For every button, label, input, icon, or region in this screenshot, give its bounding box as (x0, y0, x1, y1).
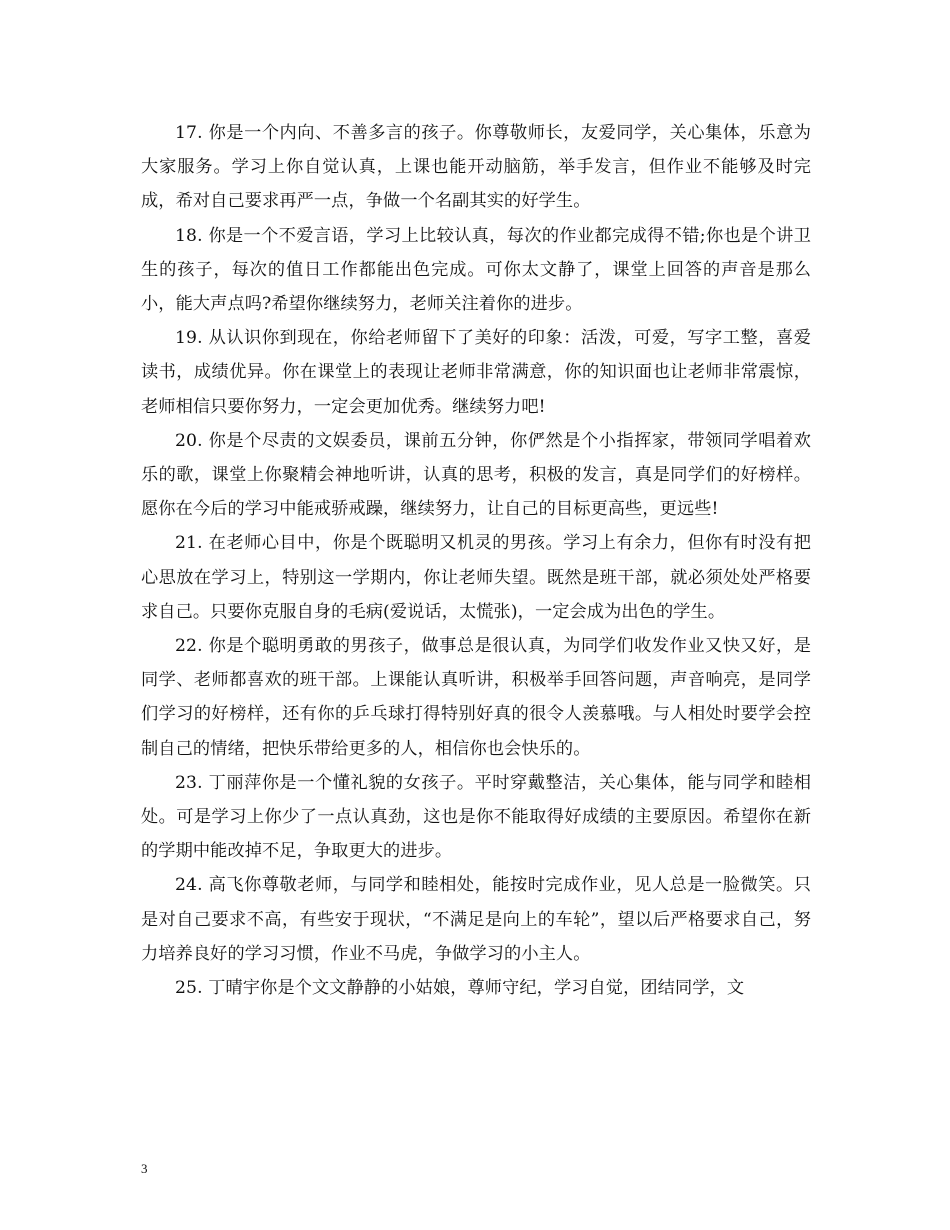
paragraph-19: 19. 从认识你到现在，你给老师留下了美好的印象：活泼，可爱，写字工整，喜爱读书，成绩优异。你在课堂上的表现让老师非常满意，你的知识面也让老师非常震惊，老师相信只要你努力，一定会更加优秀。继续努力吧! (141, 328, 811, 417)
paragraph-18: 18. 你是一个不爱言语，学习上比较认真，每次的作业都完成得不错;你也是个讲卫生的孩子，每次的值日工作都能出色完成。可你太文静了，课堂上回答的声音是那么小，能大声点吗?希望你继续努力，老师关注着你的进步。 (141, 225, 811, 315)
paragraph-22: 22. 你是个聪明勇敢的男孩子，做事总是很认真，为同学们收发作业又快又好，是同学、老师都喜欢的班干部。上课能认真听讲，积极举手回答问题，声音响亮，是同学们学习的好榜样，还有你的乒乓球打得特别好真的很令人羡慕哦。与人相处时要学会控制自己的情绪，把快乐带给更多的人，相信你也会快乐的。 (141, 636, 811, 759)
paragraph-23: 23. 丁丽萍你是一个懂礼貌的女孩子。平时穿戴整洁，关心集体，能与同学和睦相处。可是学习上你少了一点认真劲，这也是你不能取得好成绩的主要原因。希望你在新的学期中能改掉不足，争取更大的进步。 (141, 772, 811, 862)
paragraph-17: 17. 你是一个内向、不善多言的孩子。你尊敬师长，友爱同学，关心集体，乐意为大家服务。学习上你自觉认真，上课也能开动脑筋，举手发言，但作业不能够及时完成，希对自己要求再严一点，争做一个名副其实的好学生。 (141, 123, 811, 212)
document-body (141, 116, 811, 1005)
paragraph-24: 24. 高飞你尊敬老师，与同学和睦相处，能按时完成作业，见人总是一脸微笑。只是对自己要求不高，有些安于现状，“不满足是向上的车轮”，望以后严格要求自己，努力培养良好的学习习惯，作业不马虎，争做学习的小主人。 (141, 875, 811, 964)
page-number: 3 (141, 1161, 148, 1176)
paragraph-20: 20. 你是个尽责的文娱委员，课前五分钟，你俨然是个小指挥家，带领同学唱着欢乐的歌，课堂上你聚精会神地听讲，认真的思考，积极的发言，真是同学们的好榜样。愿你在今后的学习中能戒骄戒躁，继续努力，让自己的目标更高些，更远些! (141, 430, 811, 520)
paragraph-25: 25. 丁晴宇你是个文文静静的小姑娘，尊师守纪，学习自觉，团结同学，文 (175, 978, 745, 999)
paragraph-21: 21. 在老师心目中，你是个既聪明又机灵的男孩。学习上有余力，但你有时没有把心思放在学习上，特别这一学期内，你让老师失望。既然是班干部，就必须处处严格要求自己。只要你克服自身的毛病(爱说话，太慌张)，一定会成为出色的学生。 (141, 533, 811, 622)
